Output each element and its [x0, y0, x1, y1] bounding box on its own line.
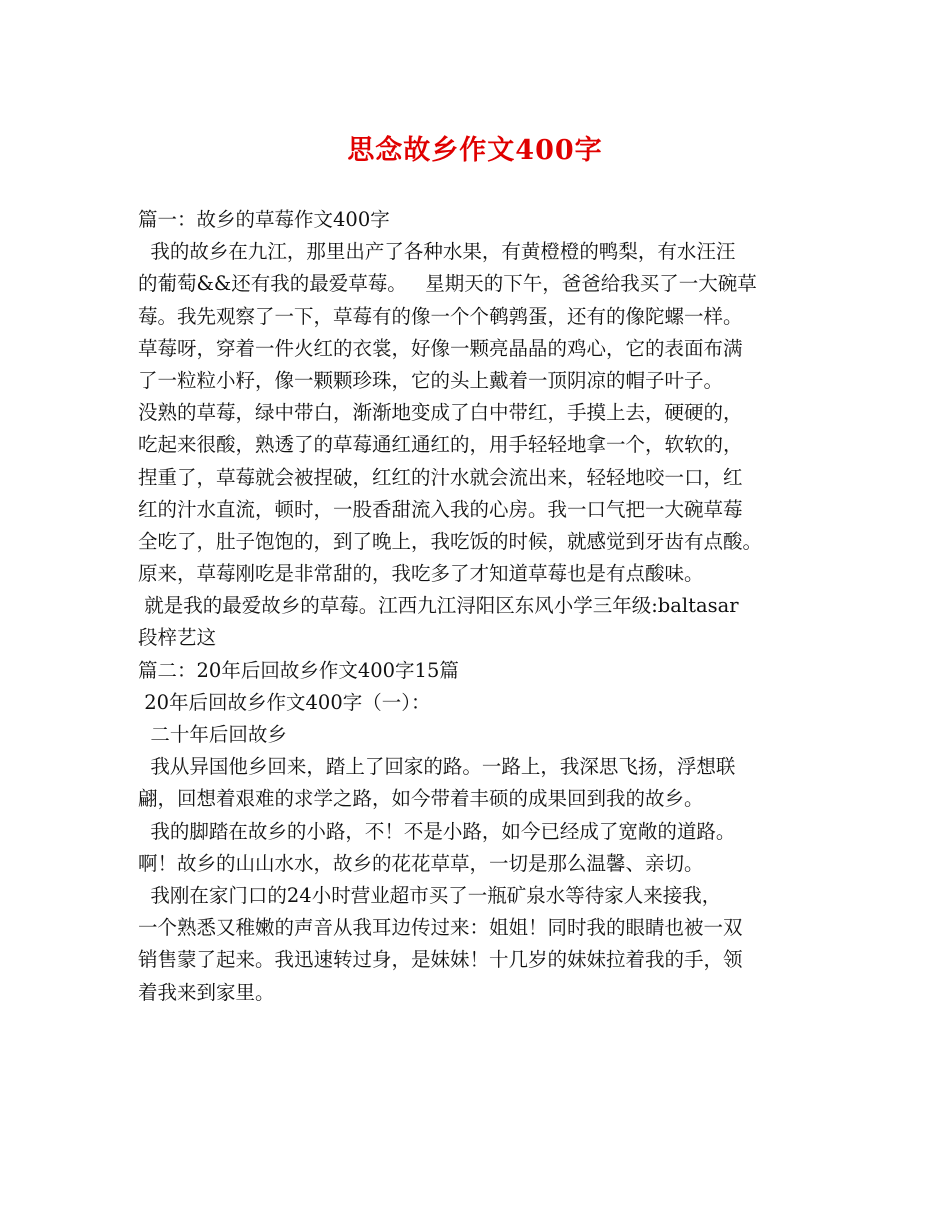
text-line: 段梓艺这: [138, 626, 217, 650]
text-line: 销售蒙了起来。我迅速转过身，是妹妹！十几岁的妹妹拉着我的手，领: [138, 948, 743, 972]
text-line: 我刚在家门口的24小时营业超市买了一瓶矿泉水等待家人来接我，: [138, 883, 722, 907]
text-line: 的葡萄&&还有我的最爱草莓。 星期天的下午，爸爸给我买了一大碗草: [138, 272, 757, 296]
text-line: 着我来到家里。: [138, 980, 275, 1004]
text-line: 我的脚踏在故乡的小路，不！不是小路，如今已经成了宽敞的道路。: [138, 819, 736, 843]
text-line: 全吃了，肚子饱饱的，到了晚上，我吃饭的时候，就感觉到牙齿有点酸。: [138, 529, 763, 553]
text-line: 红的汁水直流，顿时，一股香甜流入我的心房。我一口气把一大碗草莓: [138, 497, 743, 521]
text-line: 一个熟悉又稚嫩的声音从我耳边传过来：姐姐！同时我的眼睛也被一双: [138, 916, 743, 940]
text-line: 篇一：故乡的草莓作文400字: [138, 208, 390, 231]
text-line: 啊！故乡的山山水水，故乡的花花草草，一切是那么温馨、亲切。: [138, 851, 704, 875]
text-line: 就是我的最爱故乡的草莓。江西九江浔阳区东风小学三年级:baltasar: [138, 594, 739, 618]
text-line: 莓。我先观察了一下，草莓有的像一个个鹌鹑蛋，还有的像陀螺一样。: [138, 304, 743, 328]
text-line: 原来，草莓刚吃是非常甜的，我吃多了才知道草莓也是有点酸味。: [138, 562, 704, 586]
text-line: 捏重了，草莓就会被捏破，红红的汁水就会流出来，轻轻地咬一口，红: [138, 465, 743, 489]
text-line: 没熟的草莓，绿中带白，渐渐地变成了白中带红，手摸上去，硬硬的，: [138, 401, 743, 425]
text-line: 我的故乡在九江，那里出产了各种水果，有黄橙橙的鸭梨，有水汪汪: [138, 240, 736, 264]
text-line: 了一粒粒小籽，像一颗颗珍珠，它的头上戴着一顶阴凉的帽子叶子。: [138, 368, 724, 392]
text-line: 吃起来很酸，熟透了的草莓通红通红的，用手轻轻地拿一个，软软的，: [138, 433, 743, 457]
section-heading: 篇二：20年后回故乡作文400字15篇: [138, 658, 459, 682]
text-line: 20年后回故乡作文400字（一）：: [138, 690, 431, 714]
essay-body: [138, 204, 818, 1009]
text-line: 二十年后回故乡: [138, 723, 287, 746]
text-line: 我从异国他乡回来，踏上了回家的路。一路上，我深思飞扬，浮想联: [138, 755, 736, 779]
page-title: 思念故乡作文400字: [347, 135, 603, 166]
text-line: 翩，回想着艰难的求学之路，如今带着丰硕的成果回到我的故乡。: [138, 787, 704, 811]
text-line: 草莓呀，穿着一件火红的衣裳，好像一颗亮晶晶的鸡心，它的表面布满: [138, 336, 743, 360]
